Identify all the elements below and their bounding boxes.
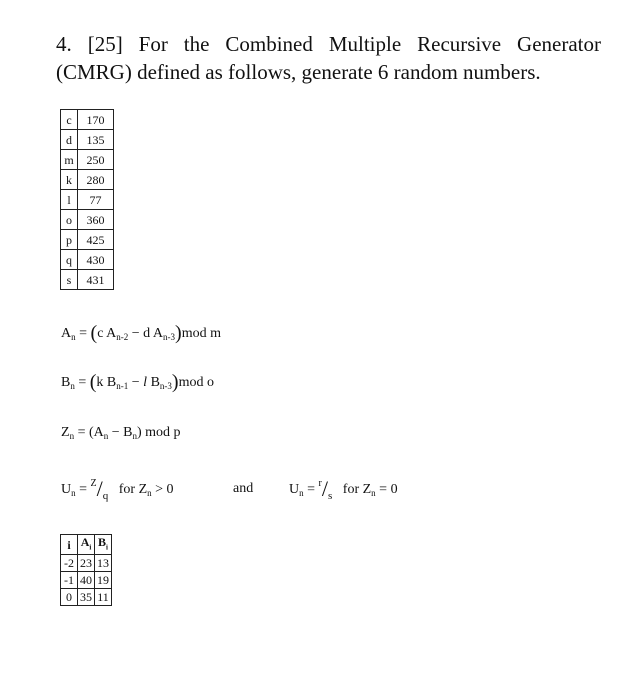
- parameter-value: 77: [78, 190, 114, 210]
- parameter-key: c: [61, 110, 78, 130]
- parameter-value: 430: [78, 250, 114, 270]
- initial-values-table: [60, 534, 112, 606]
- col-header-b: $B_i$: [95, 535, 112, 555]
- parameter-value: 135: [78, 130, 114, 150]
- and-text: and: [233, 481, 254, 496]
- initial-cell: 0: [61, 589, 78, 606]
- parameter-row: [61, 130, 114, 150]
- equation-b: $B_n = (k$ $B_{n-1} - l$ $B_{n-3})mod$ o: [61, 371, 214, 393]
- parameter-key: m: [61, 150, 78, 170]
- parameter-key: p: [61, 230, 78, 250]
- initial-cell: 35: [78, 589, 95, 606]
- col-header-a: $A_i$: [78, 535, 95, 555]
- problem-statement: 4. [25] For the Combined Multiple Recursive Generator (CMRG) defined as follows, generate 6 random numbers.: [56, 32, 601, 84]
- initial-row: [61, 572, 112, 589]
- initial-cell: 40: [78, 572, 95, 589]
- parameter-value: 425: [78, 230, 114, 250]
- initial-row: [61, 589, 112, 606]
- parameter-table: [60, 109, 114, 290]
- parameter-value: 250: [78, 150, 114, 170]
- parameter-row: [61, 190, 114, 210]
- parameter-key: q: [61, 250, 78, 270]
- parameter-row: [61, 170, 114, 190]
- equation-u-positive: $U_n = ^Z/_q$ for $Z_n > 0$: [61, 476, 174, 502]
- parameter-key: s: [61, 270, 78, 290]
- initial-cell: -2: [61, 555, 78, 572]
- equation-u-zero: $U_n = ^r/_s$ for $Z_n = 0$: [289, 476, 398, 502]
- col-header-i: i: [61, 535, 78, 555]
- parameter-value: 170: [78, 110, 114, 130]
- parameter-row: [61, 270, 114, 290]
- parameter-row: [61, 110, 114, 130]
- parameter-key: o: [61, 210, 78, 230]
- equation-a: $A_n = (c$ $A_{n-2} - d$ $A_{n-3})mod$ m: [61, 322, 221, 344]
- initial-row: [61, 555, 112, 572]
- parameter-row: [61, 230, 114, 250]
- parameter-row: [61, 250, 114, 270]
- parameter-value: 431: [78, 270, 114, 290]
- parameter-key: l: [61, 190, 78, 210]
- initial-cell: -1: [61, 572, 78, 589]
- parameter-row: [61, 150, 114, 170]
- equation-z: $Z_n = (A_n - B_n)$ mod p: [61, 425, 181, 441]
- parameter-row: [61, 210, 114, 230]
- initial-cell: 13: [95, 555, 112, 572]
- parameter-value: 280: [78, 170, 114, 190]
- parameter-value: 360: [78, 210, 114, 230]
- initial-cell: 11: [95, 589, 112, 606]
- initial-cell: 19: [95, 572, 112, 589]
- parameter-key: d: [61, 130, 78, 150]
- parameter-key: k: [61, 170, 78, 190]
- initial-cell: 23: [78, 555, 95, 572]
